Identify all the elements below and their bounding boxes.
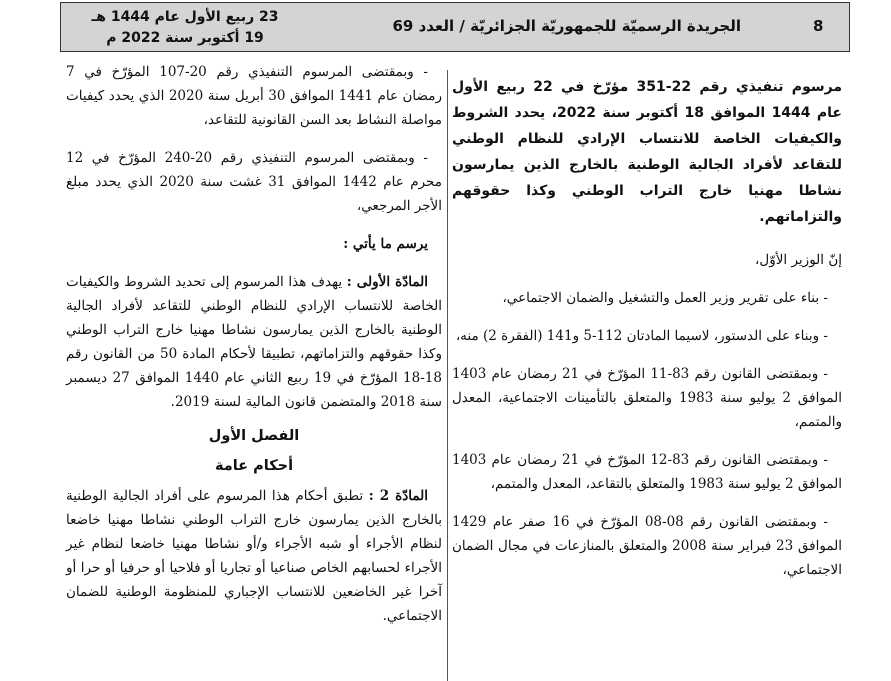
paragraph: - وبمقتضى المرسوم التنفيذي رقم 20-107 المؤرّخ في 7 رمضان عام 1441 الموافق 30 أبريل سنة 2020 الذي يحدد كيفيات مواصلة النشاط بعد السن القانونية للتقاعد،: [66, 64, 442, 128]
decrees-heading: يرسم ما يأتي :: [343, 236, 428, 252]
article-1-text: يهدف هذا المرسوم إلى تحديد الشروط والكيفيات الخاصة للانتساب الإرادي للنظام الوطني للتقاعد لأفراد الجالية الوطنية بالخارج الذين يمارسون نشاطا مهنيا خارج التراب الوطني وكذا حقوقهم والتزاماتهم، تطبيقا لأحكام المادة 50 من القانون رقم 18-18 المؤرّخ في 19 ربيع الثاني عام 1440 الموافق 27 ديسمبر سنة 2018 والمتضمن قانون المالية لسنة 2019.: [66, 274, 442, 410]
article-1: [66, 270, 442, 414]
chapter-title: الفصل الأول: [208, 428, 300, 444]
paragraph: - وبمقتضى المرسوم التنفيذي رقم 20-240 المؤرّخ في 12 محرم عام 1442 الموافق 31 غشت سنة 2020 الذي يحدد مبلغ الأجر المرجعي،: [66, 150, 443, 214]
paragraph: - وبناء على الدستور، لاسيما المادتان 112-5 و141 (الفقرة 2) منه،: [455, 328, 828, 344]
paragraph: - وبمقتضى القانون رقم 83-11 المؤرّخ في 21 رمضان عام 1403 الموافق 2 يوليو سنة 1983 والمتعلق بالتأمينات الاجتماعية، المعدل والمتمم،: [452, 366, 842, 430]
page-header: [60, 2, 850, 52]
page-number: 8: [813, 17, 824, 35]
journal-title: الجريدة الرسميّة للجمهوريّة الجزائريّة / العدد 69: [392, 17, 741, 35]
chapter-subtitle: أحكام عامة: [214, 458, 294, 474]
left-column: [66, 60, 442, 642]
paragraph: - وبمقتضى القانون رقم 83-12 المؤرّخ في 21 رمضان عام 1403 الموافق 2 يوليو سنة 1983 والمتعلق بالتقاعد، المعدل والمتمم،: [452, 452, 842, 492]
paragraph: - بناء على تقرير وزير العمل والتشغيل والضمان الاجتماعي،: [502, 290, 828, 306]
paragraph: - وبمقتضى القانون رقم 08-08 المؤرّخ في 16 صفر عام 1429 الموافق 23 فبراير سنة 2008 والمتعلق بالمنازعات في مجال الضمان الاجتماعي،: [452, 514, 842, 578]
article-2-text: تطبق أحكام هذا المرسوم على أفراد الجالية الوطنية بالخارج الذين يمارسون خارج التراب الوطني نشاطا مهنيا خاضعا لنظام الأجراء أو شبه الأجراء و/أو نشاطا مهنيا خاضعا لنظام غير الأجراء لحسابهم الخاص صناعيا أو تجاريا أو فلاحيا أو حرفيا أو حرا أو آخرا غير الخاضعين للانتساب الإجباري للمنظومة الوطنية للضمان الاجتماعي.: [66, 488, 442, 624]
date-gregorian: 19 أكتوبر سنة 2022 م: [106, 30, 264, 46]
issue-date: [65, 7, 305, 49]
article-2-label: المادّة 2 :: [368, 488, 428, 504]
date-hijri: 23 ربيع الأول عام 1444 هـ: [91, 9, 279, 25]
decree-title: مرسوم تنفيذي رقم 22-351 مؤرّخ في 22 ربيع الأول عام 1444 الموافق 18 أكتوبر سنة 2022، يحدد الشروط والكيفيات الخاصة للانتساب الإرادي للنظام الوطني للتقاعد لأفراد الجالية الوطنية بالخارج الذين يمارسون نشاطا مهنيا خارج التراب الوطني وكذا حقوقهم والتزاماتهم.: [452, 79, 842, 225]
right-column: [452, 60, 842, 596]
opening-line: إنّ الوزير الأوّل،: [755, 252, 842, 268]
article-2: [66, 484, 442, 628]
column-divider: [447, 70, 448, 681]
article-1-label: المادّة الأولى :: [346, 274, 428, 290]
